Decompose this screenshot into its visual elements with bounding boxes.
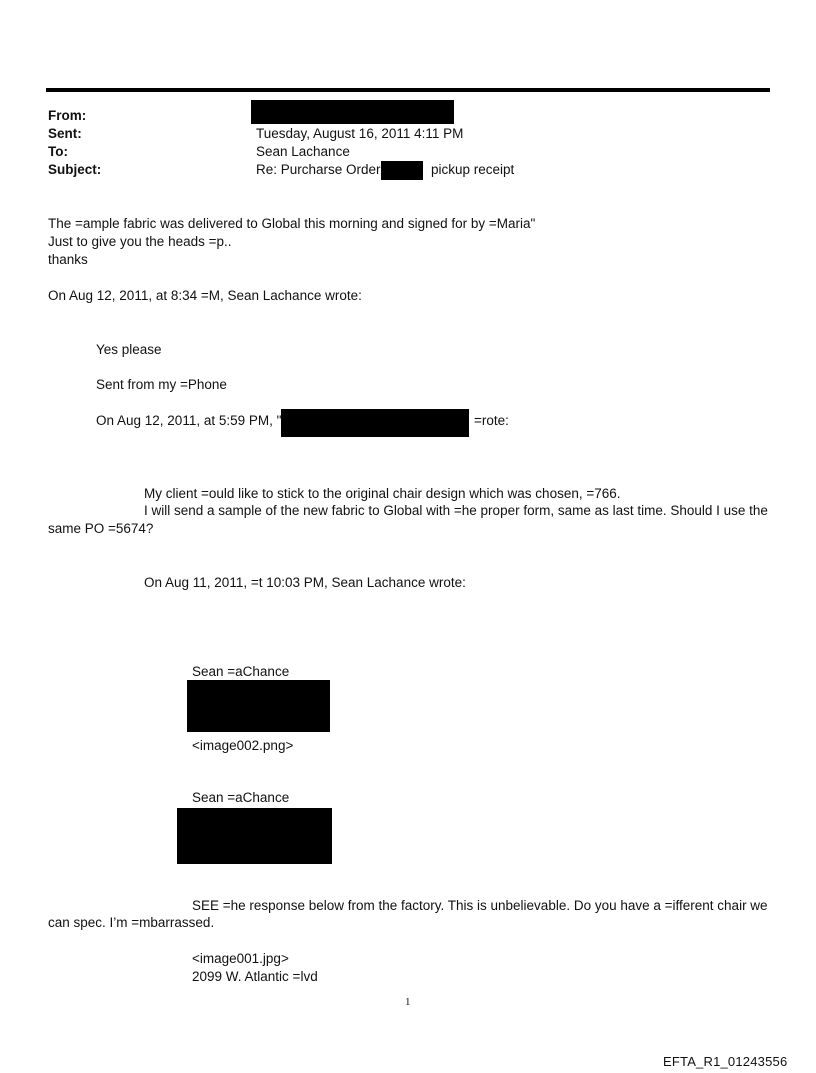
quote1-sent-from: Sent from my =Phone bbox=[96, 377, 227, 392]
quote2-on: On Aug 11, 2011, =t 10:03 PM, Sean Lachance wrote: bbox=[144, 575, 466, 590]
quote2-line-1: My client =ould like to stick to the original chair design which was chosen, =766. bbox=[144, 486, 621, 501]
quote3-image: <image001.jpg> bbox=[192, 951, 289, 966]
to-label: To: bbox=[48, 144, 68, 159]
signature1-image: <image002.png> bbox=[192, 738, 294, 753]
subject-value-suffix: pickup receipt bbox=[431, 162, 515, 177]
subject-value-prefix: Re: Purcharse Order bbox=[256, 162, 381, 177]
body-line-2: Just to give you the heads =p.. bbox=[48, 234, 232, 249]
quote2-line-2b: same PO =5674? bbox=[48, 521, 154, 536]
redacted-po-number bbox=[381, 161, 423, 180]
signature1-name: Sean =aChance bbox=[192, 664, 290, 679]
page-number: 1 bbox=[405, 996, 411, 1008]
quote3-address: 2099 W. Atlantic =lvd bbox=[192, 969, 318, 984]
to-value: Sean Lachance bbox=[256, 144, 350, 159]
redacted-sender bbox=[281, 409, 469, 437]
body-line-3: thanks bbox=[48, 252, 88, 267]
from-label: From: bbox=[48, 108, 87, 123]
quote3-line-1a: SEE =he response below from the factory. This is unbelievable. Do you have a =ifferent chair we bbox=[192, 898, 768, 913]
quote2-line-2a: I will send a sample of the new fabric to Global with =he proper form, same as last time. Should I use the bbox=[144, 503, 768, 518]
body-line-1: The =ample fabric was delivered to Global this morning and signed for by =Maria" bbox=[48, 216, 536, 231]
document-id: EFTA_R1_01243556 bbox=[663, 1054, 788, 1069]
redacted-signature1 bbox=[187, 680, 330, 732]
subject-label: Subject: bbox=[48, 162, 102, 177]
redacted-from bbox=[251, 100, 454, 124]
header-rule bbox=[46, 88, 770, 92]
quote1-intro: On Aug 12, 2011, at 8:34 =M, Sean Lachance wrote: bbox=[48, 288, 362, 303]
quote3-line-1b: can spec. I’m =mbarrassed. bbox=[48, 915, 215, 930]
quote1-yes: Yes please bbox=[96, 342, 162, 357]
redacted-signature2 bbox=[177, 808, 332, 864]
quote1-on-suffix: =rote: bbox=[474, 413, 509, 428]
signature2-name: Sean =aChance bbox=[192, 790, 290, 805]
sent-label: Sent: bbox=[48, 126, 82, 141]
sent-value: Tuesday, August 16, 2011 4:11 PM bbox=[256, 126, 464, 141]
quote1-on-prefix: On Aug 12, 2011, at 5:59 PM, " bbox=[96, 413, 282, 428]
